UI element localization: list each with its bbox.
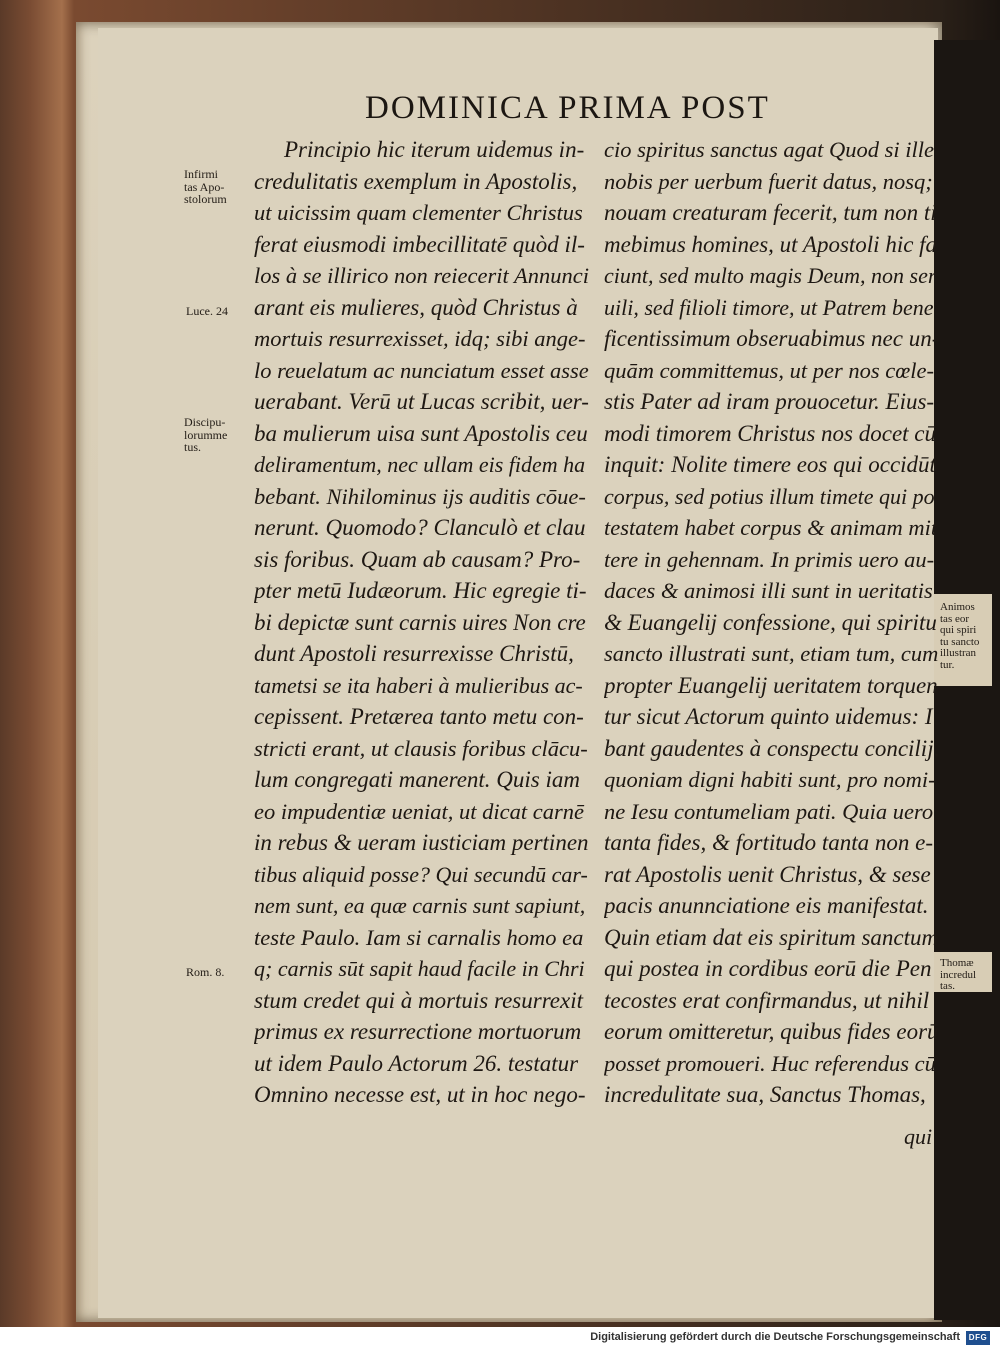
text-line: lo reuelatum ac nunciatum esset asse: [254, 357, 589, 383]
text-line: uili, sed filioli timore, ut Patrem bene: [604, 294, 934, 320]
text-line: in rebus & ueram iusticiam pertinen: [254, 830, 589, 855]
text-line: teste Paulo. Iam si carnalis homo ea: [254, 924, 584, 950]
marginal-note-line: tas.: [940, 980, 955, 992]
text-line: arant eis mulieres, quòd Christus à: [254, 294, 578, 320]
footer-bar: [0, 1327, 1000, 1349]
text-line: bant gaudentes à conspectu concilij,: [604, 735, 939, 761]
text-line: daces & animosi illi sunt in ueritatis: [604, 578, 933, 603]
text-line: lum congregati manerent. Quis iam: [254, 767, 581, 792]
text-line: eorum omitteretur, quibus fides eorū: [604, 1019, 939, 1044]
text-line: cio spiritus sanctus agat Quod si ille: [604, 137, 935, 162]
text-line: Omnino necesse est, ut in hoc nego-: [254, 1082, 586, 1107]
marginal-note: [940, 602, 979, 671]
text-line: qui postea in cordibus eorū die Pen: [604, 956, 932, 981]
text-column-right: [604, 134, 939, 1111]
marginal-note: [940, 958, 976, 993]
text-line: ut uicissim quam clementer Christus: [254, 200, 583, 225]
text-line: nerunt. Quomodo? Clanculò et clau: [254, 515, 586, 540]
text-line: quām committemus, ut per nos cœle-: [604, 357, 934, 383]
text-line: nouam creaturam fecerit, tum non ti: [604, 200, 937, 225]
text-line: corpus, sed potius illum timete qui po: [604, 483, 935, 509]
marginal-note-line: tas eor: [940, 612, 970, 625]
text-line: sancto illustrati sunt, etiam tum, cum: [604, 641, 939, 666]
text-line: incredulitate sua, Sanctus Thomas,: [604, 1082, 926, 1107]
text-line: Principio hic iterum uidemus in-: [284, 137, 585, 162]
text-line: posset promoueri. Huc referendus cū: [604, 1050, 936, 1076]
text-line: ba mulierum uisa sunt Apostolis ceu: [254, 420, 588, 446]
marginal-note-line: Infirmi: [184, 167, 218, 181]
text-line: stricti erant, ut clausis foribus clācu-: [254, 735, 588, 761]
text-line: ficentissimum obseruabimus nec un-: [604, 326, 939, 351]
marginal-note-line: illustran: [940, 647, 977, 659]
text-line: testatem habet corpus & animam mit: [604, 515, 938, 540]
text-line: tere in gehennam. In primis uero au-: [604, 546, 935, 572]
text-line: pter metū Iudæorum. Hic egregie ti-: [254, 578, 587, 603]
text-line: deliramentum, nec ullam eis fidem ha: [254, 452, 586, 477]
text-line: modi timorem Christus nos docet cū: [604, 420, 936, 446]
text-line: ut idem Paulo Actorum 26. testatur: [254, 1050, 579, 1076]
text-line: propter Euangelij ueritatem torquen: [604, 672, 938, 698]
marginal-note: [184, 416, 227, 454]
marginal-note: [184, 168, 227, 206]
marginal-note-line: qui spiri: [940, 624, 977, 636]
marginal-note-line: tur.: [940, 658, 955, 671]
text-line: nobis per uerbum fuerit datus, nosq;: [604, 168, 933, 194]
text-line: Quin etiam dat eis spiritum sanctum: [604, 924, 939, 950]
text-line: tametsi se ita haberi à mulieribus ac-: [254, 672, 583, 698]
text-line: ciunt, sed multo magis Deum, non ser: [604, 263, 937, 288]
text-line: ne Iesu contumeliam pati. Quia uero: [604, 798, 934, 824]
text-line: quoniam digni habiti sunt, pro nomi-: [604, 767, 936, 792]
funding-credit: Digitalisierung gefördert durch die Deutsche Forschungsgemeinschaft: [590, 1331, 960, 1343]
dfg-logo-icon: DFG: [966, 1331, 990, 1345]
text-column-left: [254, 134, 589, 1111]
text-line: pacis anunnciatione eis manifestat.: [604, 893, 929, 918]
text-line: bebant. Nihilominus ijs auditis cōue-: [254, 483, 586, 509]
text-line: eo impudentiæ ueniat, ut dicat carnē: [254, 798, 584, 824]
text-line: tanta fides, & fortitudo tanta non e-: [604, 830, 934, 855]
text-line: bi depictæ sunt carnis uires Non cre: [254, 609, 586, 635]
text-line: cepissent. Pretærea tanto metu con-: [254, 704, 584, 729]
marginal-note-line: Thomæ: [940, 957, 974, 969]
text-line: nem sunt, ea quæ carnis sunt sapiunt,: [254, 893, 586, 918]
marginal-note-line: incredul: [940, 968, 977, 981]
marginal-note-line: stolorum: [184, 192, 227, 206]
text-line: credulitatis exemplum in Apostolis,: [254, 168, 578, 194]
text-line: primus ex resurrectione mortuorum: [254, 1019, 582, 1044]
text-line: dunt Apostoli resurrexisse Christū,: [254, 641, 574, 666]
text-line: inquit: Nolite timere eos qui occidūt: [604, 452, 936, 477]
marginal-note-line: tas Apo-: [184, 179, 225, 194]
marginal-note-line: Rom. 8.: [186, 965, 225, 979]
text-line: los à se illirico non reiecerit Annunci: [254, 263, 589, 288]
text-line: ferat eiusmodi imbecillitatē quòd il-: [254, 231, 585, 257]
text-line: tur sicut Actorum quinto uidemus: I: [604, 704, 933, 729]
text-line: & Euangelij confessione, qui spiritu: [604, 609, 937, 635]
marginal-note-line: Discipu-: [184, 415, 226, 429]
marginal-note: [186, 305, 228, 318]
text-line: tecostes erat confirmandus, ut nihil: [604, 987, 930, 1013]
text-line: uerabant. Verū ut Lucas scribit, uer-: [254, 389, 589, 414]
text-line: sis foribus. Quam ab causam? Pro-: [254, 546, 581, 572]
text-line: mortuis resurrexisset, idq; sibi ange-: [254, 326, 586, 351]
marginal-note-line: tu sancto: [940, 635, 980, 648]
text-line: mebimus homines, ut Apostoli hic fa: [604, 231, 938, 257]
text-line: rat Apostolis uenit Christus, & sese: [604, 861, 931, 887]
marginal-note-line: tus.: [184, 440, 202, 454]
marginal-note-line: lorumme: [184, 427, 228, 442]
marginal-note-line: Luce. 24: [186, 304, 228, 318]
marginal-note-line: Animos: [940, 601, 975, 613]
running-head: DOMINICA PRIMA POST: [365, 90, 770, 126]
text-line: q; carnis sūt sapit haud facile in Chri: [254, 956, 585, 981]
text-line: tibus aliquid posse? Qui secundū car-: [254, 861, 588, 887]
catchword: qui: [904, 1124, 933, 1149]
text-line: stis Pater ad iram prouocetur. Eius-: [604, 389, 935, 414]
marginal-note: [186, 966, 224, 979]
text-line: stum credet qui à mortuis resurrexit: [254, 987, 583, 1013]
